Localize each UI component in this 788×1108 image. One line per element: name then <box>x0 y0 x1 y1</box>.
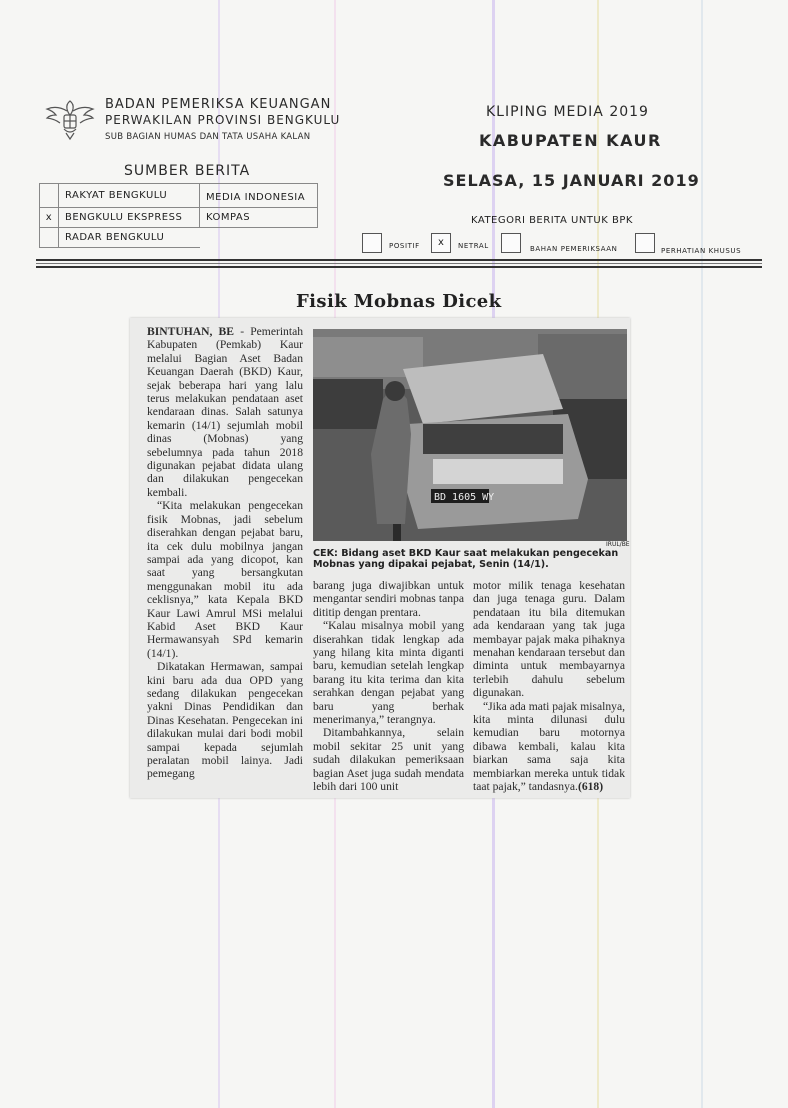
bahan-pemeriksaan-label: BAHAN PEMERIKSAAN <box>530 245 618 253</box>
source-table <box>39 183 318 248</box>
org-subdivision: SUB BAGIAN HUMAS DAN TATA USAHA KALAN <box>105 132 311 142</box>
article-paragraph: “Kita melakukan pengecekan fisik Mobnas, jadi sebelum diserahkan dengan pejabat baru, ita cek dulu mobilnya jangan sampai ada yang dicopot, kan saat yang bersangkutan menggunakan mobil itu ada ceklisnya,” kata Kepala BKD Kaur Lawi Amrul MSi melalui Kabid Aset BKD Kaur Hermawansyah SPd kemarin (14/1). <box>147 499 303 660</box>
table-row <box>40 228 318 248</box>
article-paragraph: Ditambahkannya, selain mobil sekitar 25 unit yang sudah dilakukan pemeriksaan bagian Aset juga sudah mendata lebih dari 100 unit <box>313 726 464 794</box>
article-photo <box>313 329 627 541</box>
source-mark <box>40 184 59 208</box>
perhatian-khusus-label: PERHATIAN KHUSUS <box>661 247 742 255</box>
article-paragraph: “Kalau misalnya mobil yang diserahkan tidak lengkap ada yang hilang kita minta diganti baru, kemudian setelah lengkap barang itu kita terima dan kita serahkan dengan pejabat yang baru yang berhak menerimanya,” terangnya. <box>313 619 464 727</box>
article-column-2 <box>313 579 464 794</box>
article-code: (618) <box>577 780 604 794</box>
article-paragraph: motor milik tenaga kesehatan dan juga tenaga guru. Dalam pendataan itu bila ditemukan ada kendaraan yang tak juga membayar pajak maka pihaknya menahan kendaraan tersebut dan diminta untuk membayarnya terlebih dahulu sebelum digunakan. <box>473 579 625 700</box>
article-dateline: BINTUHAN, BE <box>147 325 235 338</box>
divider <box>36 266 762 268</box>
photo-caption: CEK: Bidang aset BKD Kaur saat melakukan pengecekan Mobnas yang dipakai pejabat, Senin (14/1). <box>313 548 619 570</box>
car-inspection-photo <box>313 329 627 541</box>
article-paragraph: Dikatakan Hermawan, sampai kini baru ada dua OPD yang sedang dilakukan pengecekan yakni Dinas Pendidikan dan Dinas Kesehatan. Pengecekan ini dilakukan mulai dari bodi mobil sampai kepada sejumlah peralatan mobil lainya. Jadi pemegang <box>147 660 303 781</box>
source-name <box>200 228 318 248</box>
regency-title: KABUPATEN KAUR <box>479 131 662 150</box>
table-row <box>40 184 318 208</box>
scan-stripe <box>701 0 703 1108</box>
source-mark <box>40 228 59 248</box>
source-name: MEDIA INDONESIA <box>200 184 318 208</box>
source-name: RADAR BENGKULU <box>59 228 200 248</box>
date-title: SELASA, 15 JANUARI 2019 <box>443 171 700 190</box>
garuda-emblem-icon <box>44 93 96 143</box>
positif-checkbox[interactable] <box>362 233 382 253</box>
perhatian-khusus-checkbox[interactable] <box>635 233 655 253</box>
netral-label: NETRAL <box>458 242 489 250</box>
article-paragraph: BINTUHAN, BE - Pemerintah Kabupaten (Pemkab) Kaur melalui Bagian Aset Badan Keuangan Daerah (BKD) Kaur, sejak beberapa hari yang lalu terus melakukan pendataan aset kendaraan dinas. Salah satunya kemarin (14/1) sejumlah mobil dinas (Mobnas) yang sebelumnya pada tahun 2018 digunakan pejabat didata ulang dan dilakukan pengecekan kembali. <box>147 325 304 499</box>
source-title: SUMBER BERITA <box>124 163 251 179</box>
table-row <box>40 208 318 228</box>
clipping-title: KLIPING MEDIA 2019 <box>486 104 649 120</box>
photo-credit: IRUL/BE <box>606 541 630 548</box>
org-name: BADAN PEMERIKSA KEUANGAN <box>105 97 332 112</box>
source-name: KOMPAS <box>200 208 318 228</box>
article-headline: Fisik Mobnas Dicek <box>296 291 502 312</box>
netral-checkbox[interactable]: x <box>431 233 451 253</box>
source-mark: x <box>40 208 59 228</box>
license-plate: BD 1605 WY <box>434 492 495 503</box>
org-branch: PERWAKILAN PROVINSI BENGKULU <box>105 113 341 127</box>
positif-label: POSITIF <box>389 242 420 250</box>
article-paragraph: barang juga diwajibkan untuk mengantar sendiri mobnas tanpa dititip dengan prentara. <box>313 579 464 619</box>
source-name: BENGKULU EKSPRESS <box>59 208 200 228</box>
category-title: KATEGORI BERITA UNTUK BPK <box>471 215 633 226</box>
article-column-3 <box>473 579 625 794</box>
article-column-1 <box>147 325 303 781</box>
divider <box>36 263 762 264</box>
source-name: RAKYAT BENGKULU <box>59 184 200 208</box>
divider <box>36 259 762 261</box>
article-paragraph: “Jika ada mati pajak misalnya, kita minta dilunasi dulu kemudian baru motornya dibawa kembali, kalau kita biarkan sama saja kita membiarkan mereka untuk tidak taat pajak,” tandasnya.(618) <box>473 699 625 794</box>
bahan-pemeriksaan-checkbox[interactable] <box>501 233 521 253</box>
